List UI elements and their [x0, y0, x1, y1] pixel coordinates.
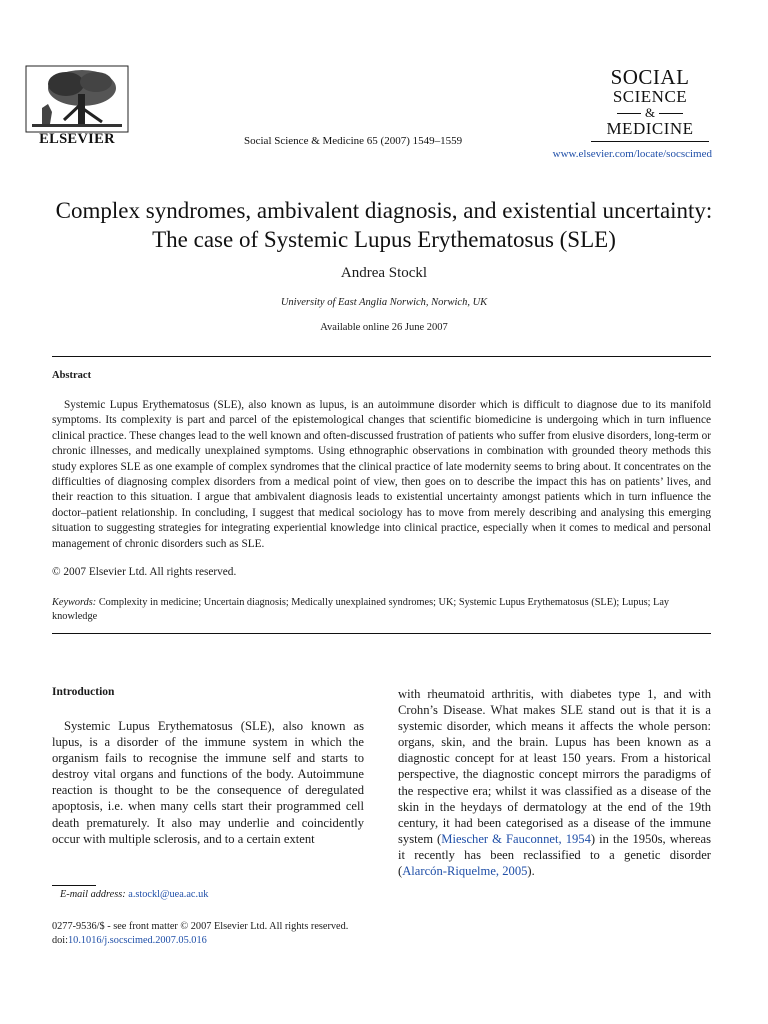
citation-link-alarcon[interactable]: Alarcón-Riquelme, 2005: [402, 864, 528, 879]
abstract-text: Systemic Lupus Erythematosus (SLE), also known as lupus, is an autoimmune disorder which is difficult to diagnose due to its manifold symptoms. Its complexity is part and parcel of the epistemological changes that scientific biomedicine is undergoing which in turn influence clinical practice. These changes lead to the well known and often-discussed frustration of patients who suffer from elusive disorders, long-term or chronic illnesses, and medically unexplained symptoms. Using ethnographic observations in combination with grounded theory methods this study explores SLE as one example of complex syndromes that the clinical practice of late modernity seems to bring about. It concentrates on the difficulties of diagnosing complex disorders from a medical point of view, then goes on to describe the impact this has on patients’ lives, and their reaction to this situation. I argue that ambivalent diagnosis leads to existential uncertainty amongst patients which in turn influence the doctor–patient relationship. In concluding, I suggest that medical sociology has to move from merely describing and analysing this emerging situation to suggesting strategies for integrating experiential knowledge into clinical practice, especially when it comes to medical and personal management of chronic disorders such as SLE.: [52, 399, 711, 550]
journal-logo-line4: MEDICINE: [606, 119, 694, 138]
publisher-name: ELSEVIER: [39, 131, 115, 147]
keywords-text: Complexity in medicine; Uncertain diagnosis; Medically unexplained syndromes; UK; Systemic Lupus Erythematosus (SLE); Lupus; Lay knowledge: [52, 597, 670, 622]
author-affiliation: University of East Anglia Norwich, Norwich, UK: [280, 297, 488, 308]
intro-paragraph-right: [398, 686, 711, 879]
body-column-left: [52, 686, 364, 847]
intro-paragraph-left: Systemic Lupus Erythematosus (SLE), also known as lupus, is a disorder of the immune system in which the organism fails to recognise the immune self and starts to destroy vital organs and functions of the body. Autoimmune reaction is thought to be the consequence of deregulated apoptosis, i.e. when many cells start their programmed cell death prematurely. It also may underlie and coincidently occur with multiple sclerosis, and to a certain extent: [52, 719, 364, 846]
logo-rule-left: [617, 113, 641, 114]
author-email-link[interactable]: a.stockl@uea.ac.uk: [128, 889, 209, 900]
footnote-email-label: E-mail address:: [60, 889, 126, 900]
journal-logo: [580, 66, 720, 142]
divider-bottom: [52, 633, 711, 634]
article-title: Complex syndromes, ambivalent diagnosis, and existential uncertainty: The case of Systemic Lupus Erythematosus (SLE): [55, 198, 713, 252]
doi-line: [52, 934, 348, 948]
available-online-date: Available online 26 June 2007: [320, 322, 448, 333]
elsevier-tree-icon: [24, 64, 130, 134]
issn-line: 0277-9536/$ - see front matter © 2007 Elsevier Ltd. All rights reserved.: [52, 921, 349, 932]
journal-url-link[interactable]: www.elsevier.com/locate/socscimed: [552, 148, 712, 160]
paragraph-text-3: ).: [527, 864, 535, 879]
doi-prefix: doi:: [52, 935, 69, 946]
journal-logo-line2: SCIENCE: [612, 87, 688, 106]
abstract-heading: Abstract: [52, 370, 92, 381]
keywords-label: Keywords:: [52, 597, 97, 608]
footnote-rule: [52, 885, 96, 886]
logo-rule-right: [659, 113, 683, 114]
paragraph-text-1: with rheumatoid arthritis, with diabetes type 1, and with Crohn’s Disease. What makes SLE stand out is that it is a systemic disorder, which means it affects the whole person: organs, skin, and the brain. Lupus has been known as a diagnostic concept for at least 150 years. From a historical perspective, the diagnostic concept mirrors the paradigms of the respective era; whilst it was classified as a disease of the skin in the heydays of dermatology at the end of the 19th century, it had been categorised as a disease of the immune system (: [398, 687, 711, 846]
journal-logo-bar: [591, 141, 709, 142]
footnote: [60, 889, 208, 900]
journal-logo-ampersand-row: [580, 106, 720, 120]
abstract-copyright: © 2007 Elsevier Ltd. All rights reserved.: [52, 566, 237, 578]
paragraph-text-2: ) in the 1950s, whereas it recently has been reclassified to a genetic disorder (: [398, 831, 712, 879]
divider-top: [52, 356, 711, 357]
journal-logo-line3: &: [644, 105, 656, 120]
journal-citation: Social Science & Medicine 65 (2007) 1549–1559: [244, 135, 463, 147]
author-name: Andrea Stockl: [340, 265, 428, 281]
journal-logo-line1: SOCIAL: [610, 65, 690, 89]
body-column-right: [398, 686, 711, 879]
section-heading-introduction: Introduction: [52, 686, 115, 698]
citation-link-miescher[interactable]: Miescher & Fauconnet, 1954: [441, 831, 591, 846]
keywords: [52, 596, 711, 624]
front-matter: [52, 920, 348, 948]
doi-link[interactable]: 10.1016/j.socscimed.2007.05.016: [68, 935, 207, 946]
